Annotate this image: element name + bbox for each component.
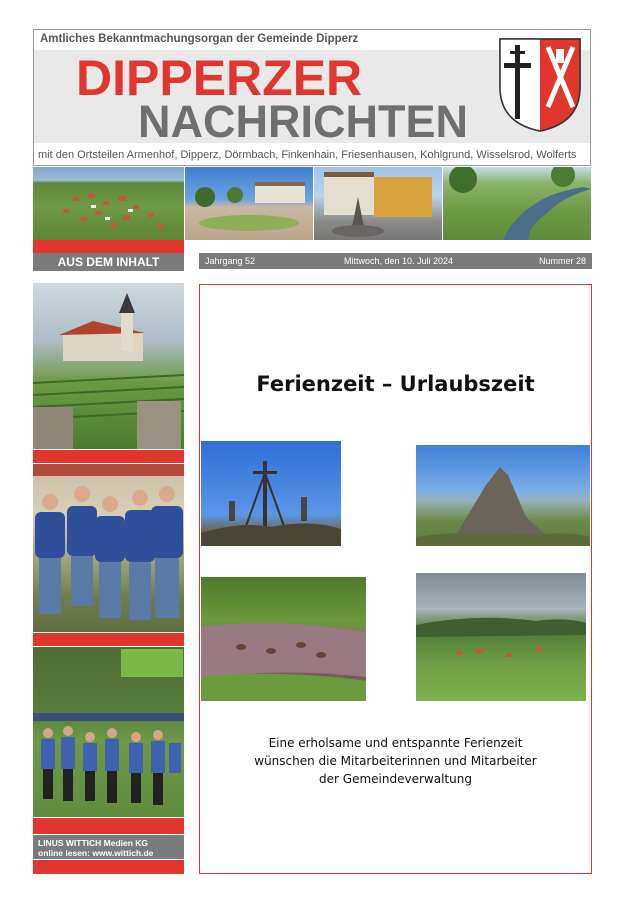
inhalt-heading: AUS DEM INHALT — [33, 253, 184, 271]
jahrgang-label: Jahrgang 52 — [205, 256, 256, 266]
feature-title: Ferienzeit – Urlaubszeit — [256, 372, 535, 396]
red-accent-bar — [33, 818, 184, 834]
greeting-line: Eine erholsame und entspannte Ferienzeit — [268, 736, 523, 750]
church-vineyard-photo — [33, 283, 184, 449]
issue-date: Mittwoch, den 10. Juli 2024 — [344, 256, 454, 266]
title-dipperzer: DIPPERZER — [76, 50, 363, 106]
red-accent-bar — [33, 450, 184, 463]
summit-cross-photo — [201, 441, 341, 546]
issue-info-bar — [199, 253, 592, 269]
fountain-photo — [314, 167, 442, 240]
red-accent-bar — [33, 860, 184, 874]
red-accent-bar — [33, 633, 184, 646]
village-aerial-photo — [33, 167, 184, 240]
creek-meadow-photo — [443, 167, 591, 240]
rock-monument-photo — [416, 445, 590, 546]
red-accent-bar — [33, 240, 184, 253]
team-group-photo — [33, 464, 184, 632]
coat-of-arms-icon — [498, 37, 582, 133]
title-nachrichten: NACHRICHTEN — [138, 96, 468, 147]
publisher-name: LINUS WITTICH Medien KG — [38, 838, 149, 848]
greeting-line: wünschen die Mitarbeiterinnen und Mitarbeiter — [254, 754, 537, 768]
greeting-text — [199, 734, 592, 788]
town-square-photo — [185, 167, 313, 240]
org-line: Amtliches Bekanntmachungsorgan der Gemeinde Dipperz — [40, 33, 359, 45]
sports-group-photo — [33, 647, 184, 817]
rhoen-landscape-photo — [416, 573, 586, 701]
ortsteile-line: mit den Ortsteilen Armenhof, Dipperz, Dörmbach, Finkenhain, Friesenhausen, Kohlgrund, Wisselsrod, Wolferts — [38, 149, 577, 161]
issue-number: Nummer 28 — [538, 256, 586, 266]
publisher-url: online lesen: www.wittich.de — [38, 848, 154, 858]
greeting-line: der Gemeindeverwaltung — [319, 772, 472, 786]
publisher-box — [33, 835, 184, 859]
creek-ducks-photo — [201, 577, 366, 701]
